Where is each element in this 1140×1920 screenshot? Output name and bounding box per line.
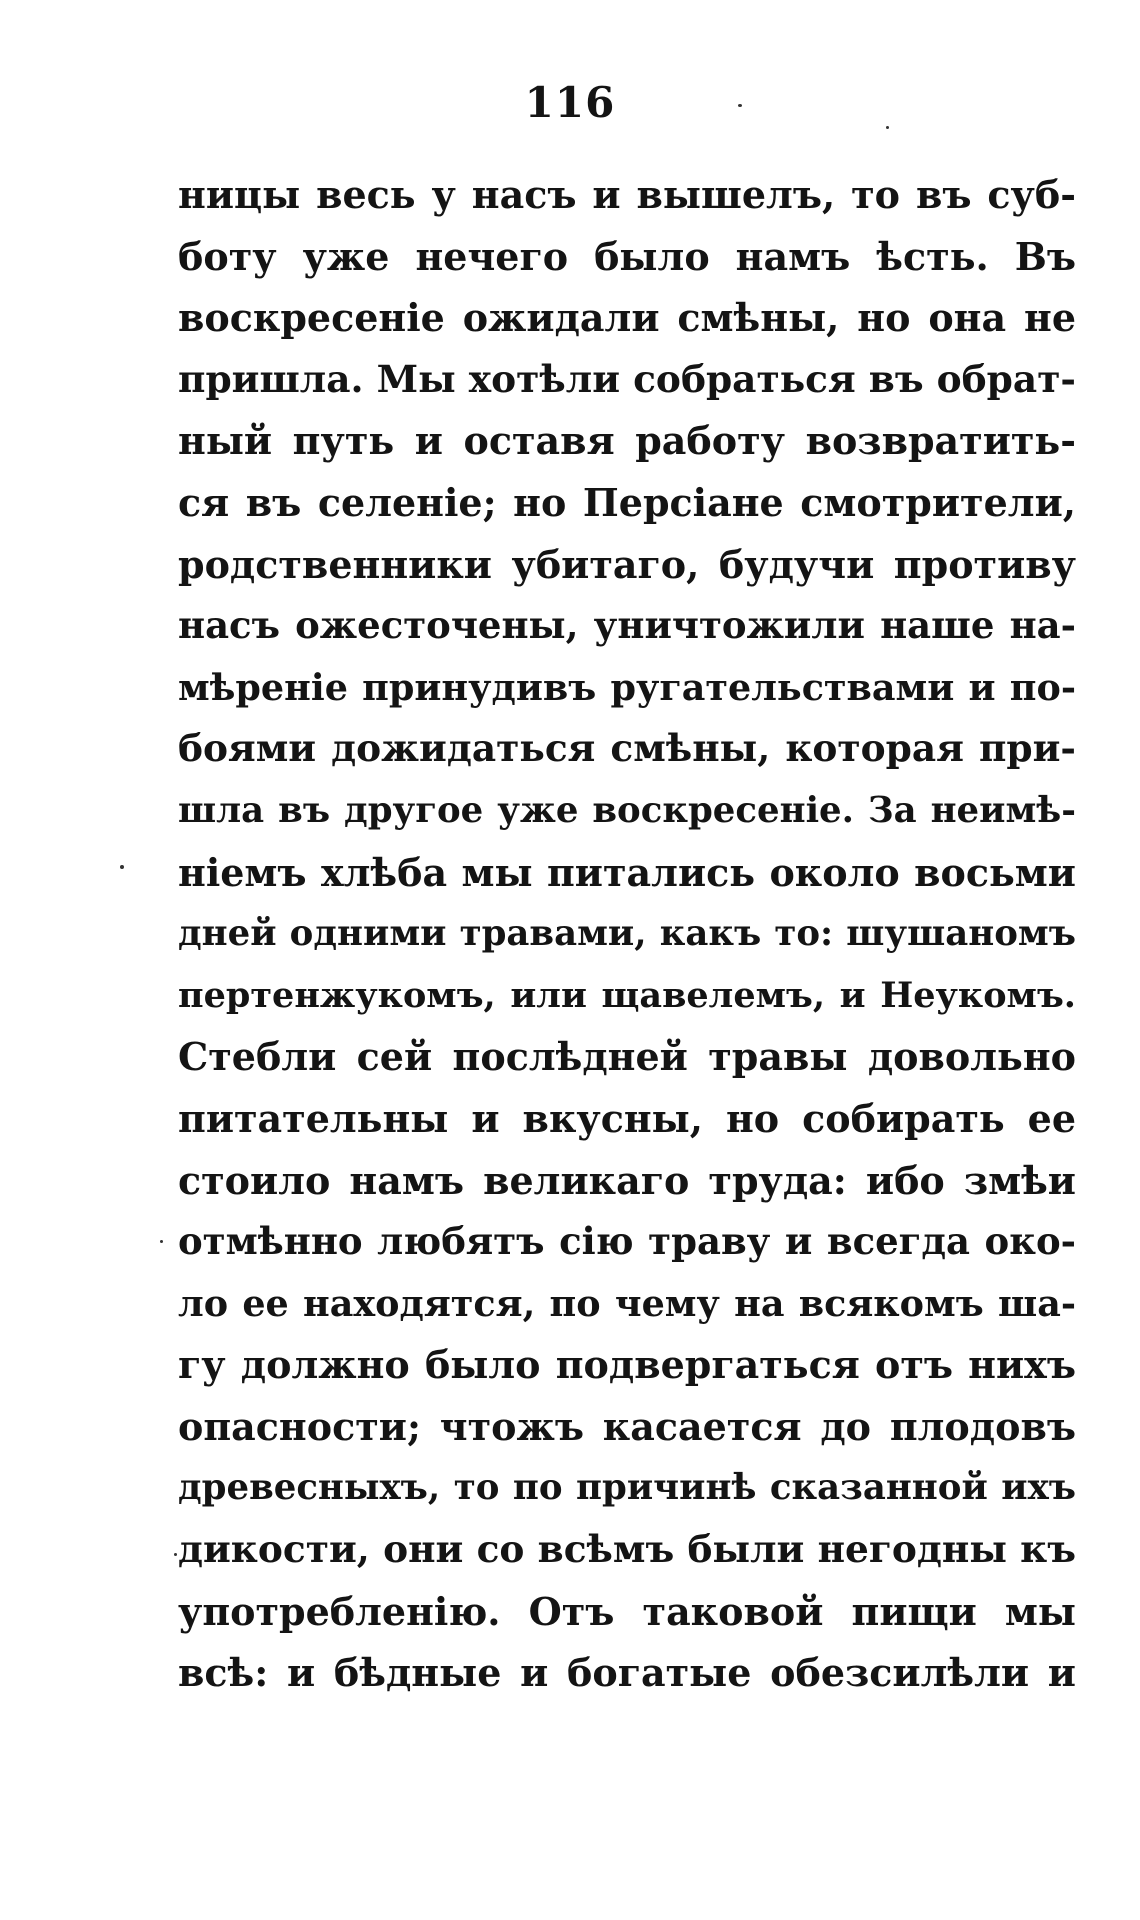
text-line-12: ніемъ хлѣба мы питались около восьми: [178, 849, 1076, 895]
text-line-6: ся въ селеніе; но Персіане смотрители,: [178, 479, 1076, 525]
text-line-20: гу должно было подвергаться отъ нихъ: [178, 1342, 1076, 1388]
text-line-9: мѣреніе принудивъ ругательствами и по-: [178, 665, 1076, 709]
scan-speck: [738, 104, 742, 107]
text-line-24: употребленію. Отъ таковой пищи мы: [178, 1588, 1076, 1634]
text-line-7: родственники убитаго, будучи противу: [178, 541, 1076, 587]
scan-speck: [886, 126, 889, 129]
body-text: [178, 164, 1076, 1704]
text-line-4: пришла. Мы хотѣли собраться въ обрат-: [178, 356, 1076, 401]
text-line-8: насъ ожесточены, уничтожили наше на-: [178, 603, 1076, 648]
text-line-25: всѣ: и бѣдные и богатые обезсилѣли и: [178, 1650, 1076, 1696]
text-line-14: пертенжукомъ, или щавелемъ, и Неукомъ.: [178, 974, 1076, 1016]
text-line-18: отмѣнно любятъ сію траву и всегда око-: [178, 1219, 1076, 1264]
text-line-19: ло ее находятся, по чему на всякомъ ша-: [178, 1281, 1076, 1325]
text-line-22: древесныхъ, то по причинѣ сказанной ихъ: [178, 1467, 1076, 1509]
text-line-10: боями дожидаться смѣны, которая при-: [178, 726, 1076, 771]
text-line-16: питательны и вкусны, но собирать ее: [178, 1095, 1076, 1141]
text-line-11: шла въ другое уже воскресеніе. За неимѣ-: [178, 789, 1076, 831]
text-line-2: боту уже нечего было намъ ѣсть. Въ: [178, 233, 1076, 279]
text-line-17: стоило намъ великаго труда: ибо змѣи: [178, 1157, 1076, 1203]
text-line-3: воскресеніе ожидали смѣны, но она не: [178, 295, 1076, 341]
text-line-15: Стебли сей послѣдней травы довольно: [178, 1034, 1076, 1080]
text-line-13: дней одними травами, какъ то: шушаномъ: [178, 913, 1076, 955]
text-line-23: дикости, они со всѣмъ были негодны къ: [178, 1527, 1076, 1572]
page-number: 116: [524, 78, 616, 127]
scan-speck: [160, 1240, 163, 1243]
scan-speck: [120, 865, 124, 869]
scan-speck: [174, 1553, 177, 1556]
text-line-5: ный путь и оставя работу возвратить-: [178, 418, 1076, 464]
text-line-1: ницы весь у насъ и вышелъ, то въ суб-: [178, 172, 1076, 217]
text-line-21: опасности; чтожъ касается до плодовъ: [178, 1403, 1076, 1449]
